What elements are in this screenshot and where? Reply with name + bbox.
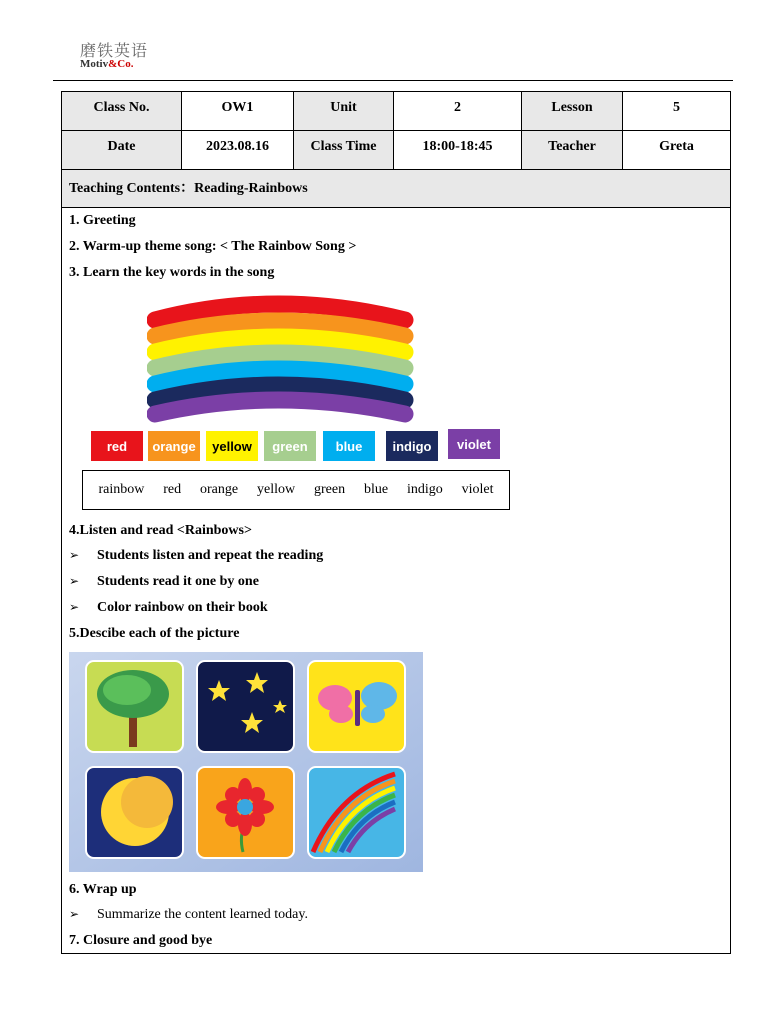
- moon-picture: [86, 767, 183, 858]
- class-no-label: Class No.: [62, 92, 182, 130]
- bullet-item: ➢ Summarize the content learned today.: [69, 907, 308, 922]
- step-wrap-up: 6. Wrap up: [69, 882, 137, 897]
- date-value: 2023.08.16: [182, 131, 294, 169]
- chip-violet: violet: [448, 429, 500, 459]
- chip-yellow: yellow: [206, 431, 258, 461]
- word: red: [163, 482, 182, 497]
- header-divider: [53, 80, 733, 81]
- header-row-1: [62, 92, 730, 131]
- unit-label: Unit: [294, 92, 394, 130]
- word: yellow: [256, 482, 296, 497]
- chip-indigo: indigo: [386, 431, 438, 461]
- key-words-box: [82, 470, 510, 510]
- class-no-value: OW1: [182, 92, 294, 130]
- class-time-label: Class Time: [294, 131, 394, 169]
- header-row-2: [62, 131, 730, 170]
- lesson-value: 5: [673, 100, 680, 115]
- date-label: Date: [62, 131, 182, 169]
- butterfly-picture: [308, 661, 405, 752]
- word: violet: [461, 482, 494, 497]
- tree-picture: [86, 661, 183, 752]
- logo-chinese: 磨铁英语: [80, 41, 149, 60]
- step-key-words: 3. Learn the key words in the song: [69, 265, 275, 280]
- bullet-item: ➢ Students read it one by one: [69, 574, 259, 589]
- arrow-bullet-icon: ➢: [69, 907, 80, 921]
- logo-english: Motiv&Co.: [80, 58, 134, 70]
- step-closure: 7. Closure and good bye: [69, 933, 213, 948]
- arrow-bullet-icon: ➢: [69, 574, 80, 588]
- color-chip-row: [91, 431, 501, 463]
- fireworks-picture: [197, 661, 294, 752]
- lesson-label: Lesson: [522, 92, 623, 130]
- bullet-item: ➢ Students listen and repeat the reading: [69, 548, 324, 563]
- step-warm-up: 2. Warm-up theme song: < The Rainbow Song >: [69, 239, 357, 254]
- bullet-item: ➢ Color rainbow on their book: [69, 600, 268, 615]
- unit-value: 2: [394, 92, 522, 130]
- teacher-label: Teacher: [522, 131, 623, 169]
- word: green: [313, 482, 346, 497]
- rainbow-picture: [308, 767, 405, 858]
- teacher-value: Greta: [659, 139, 694, 154]
- word: blue: [363, 482, 389, 497]
- chip-green: green: [264, 431, 316, 461]
- step-describe: 5.Descibe each of the picture: [69, 626, 240, 641]
- lesson-plan-frame: [61, 91, 731, 954]
- chip-red: red: [91, 431, 143, 461]
- word: orange: [200, 482, 239, 497]
- word: indigo: [406, 482, 443, 497]
- chip-orange: orange: [148, 431, 200, 461]
- teaching-contents-heading: Teaching Contents：Reading-Rainbows: [62, 170, 730, 208]
- class-time-value: 18:00-18:45: [394, 131, 522, 169]
- step-greeting: 1. Greeting: [69, 213, 136, 228]
- picture-grid: [69, 652, 423, 872]
- company-logo: [80, 42, 170, 70]
- word: rainbow: [98, 482, 145, 497]
- chip-blue: blue: [323, 431, 375, 461]
- rainbow-image: [147, 290, 417, 425]
- arrow-bullet-icon: ➢: [69, 548, 80, 562]
- arrow-bullet-icon: ➢: [69, 600, 80, 614]
- flower-picture: [197, 767, 294, 858]
- step-listen-read: 4.Listen and read <Rainbows>: [69, 523, 252, 538]
